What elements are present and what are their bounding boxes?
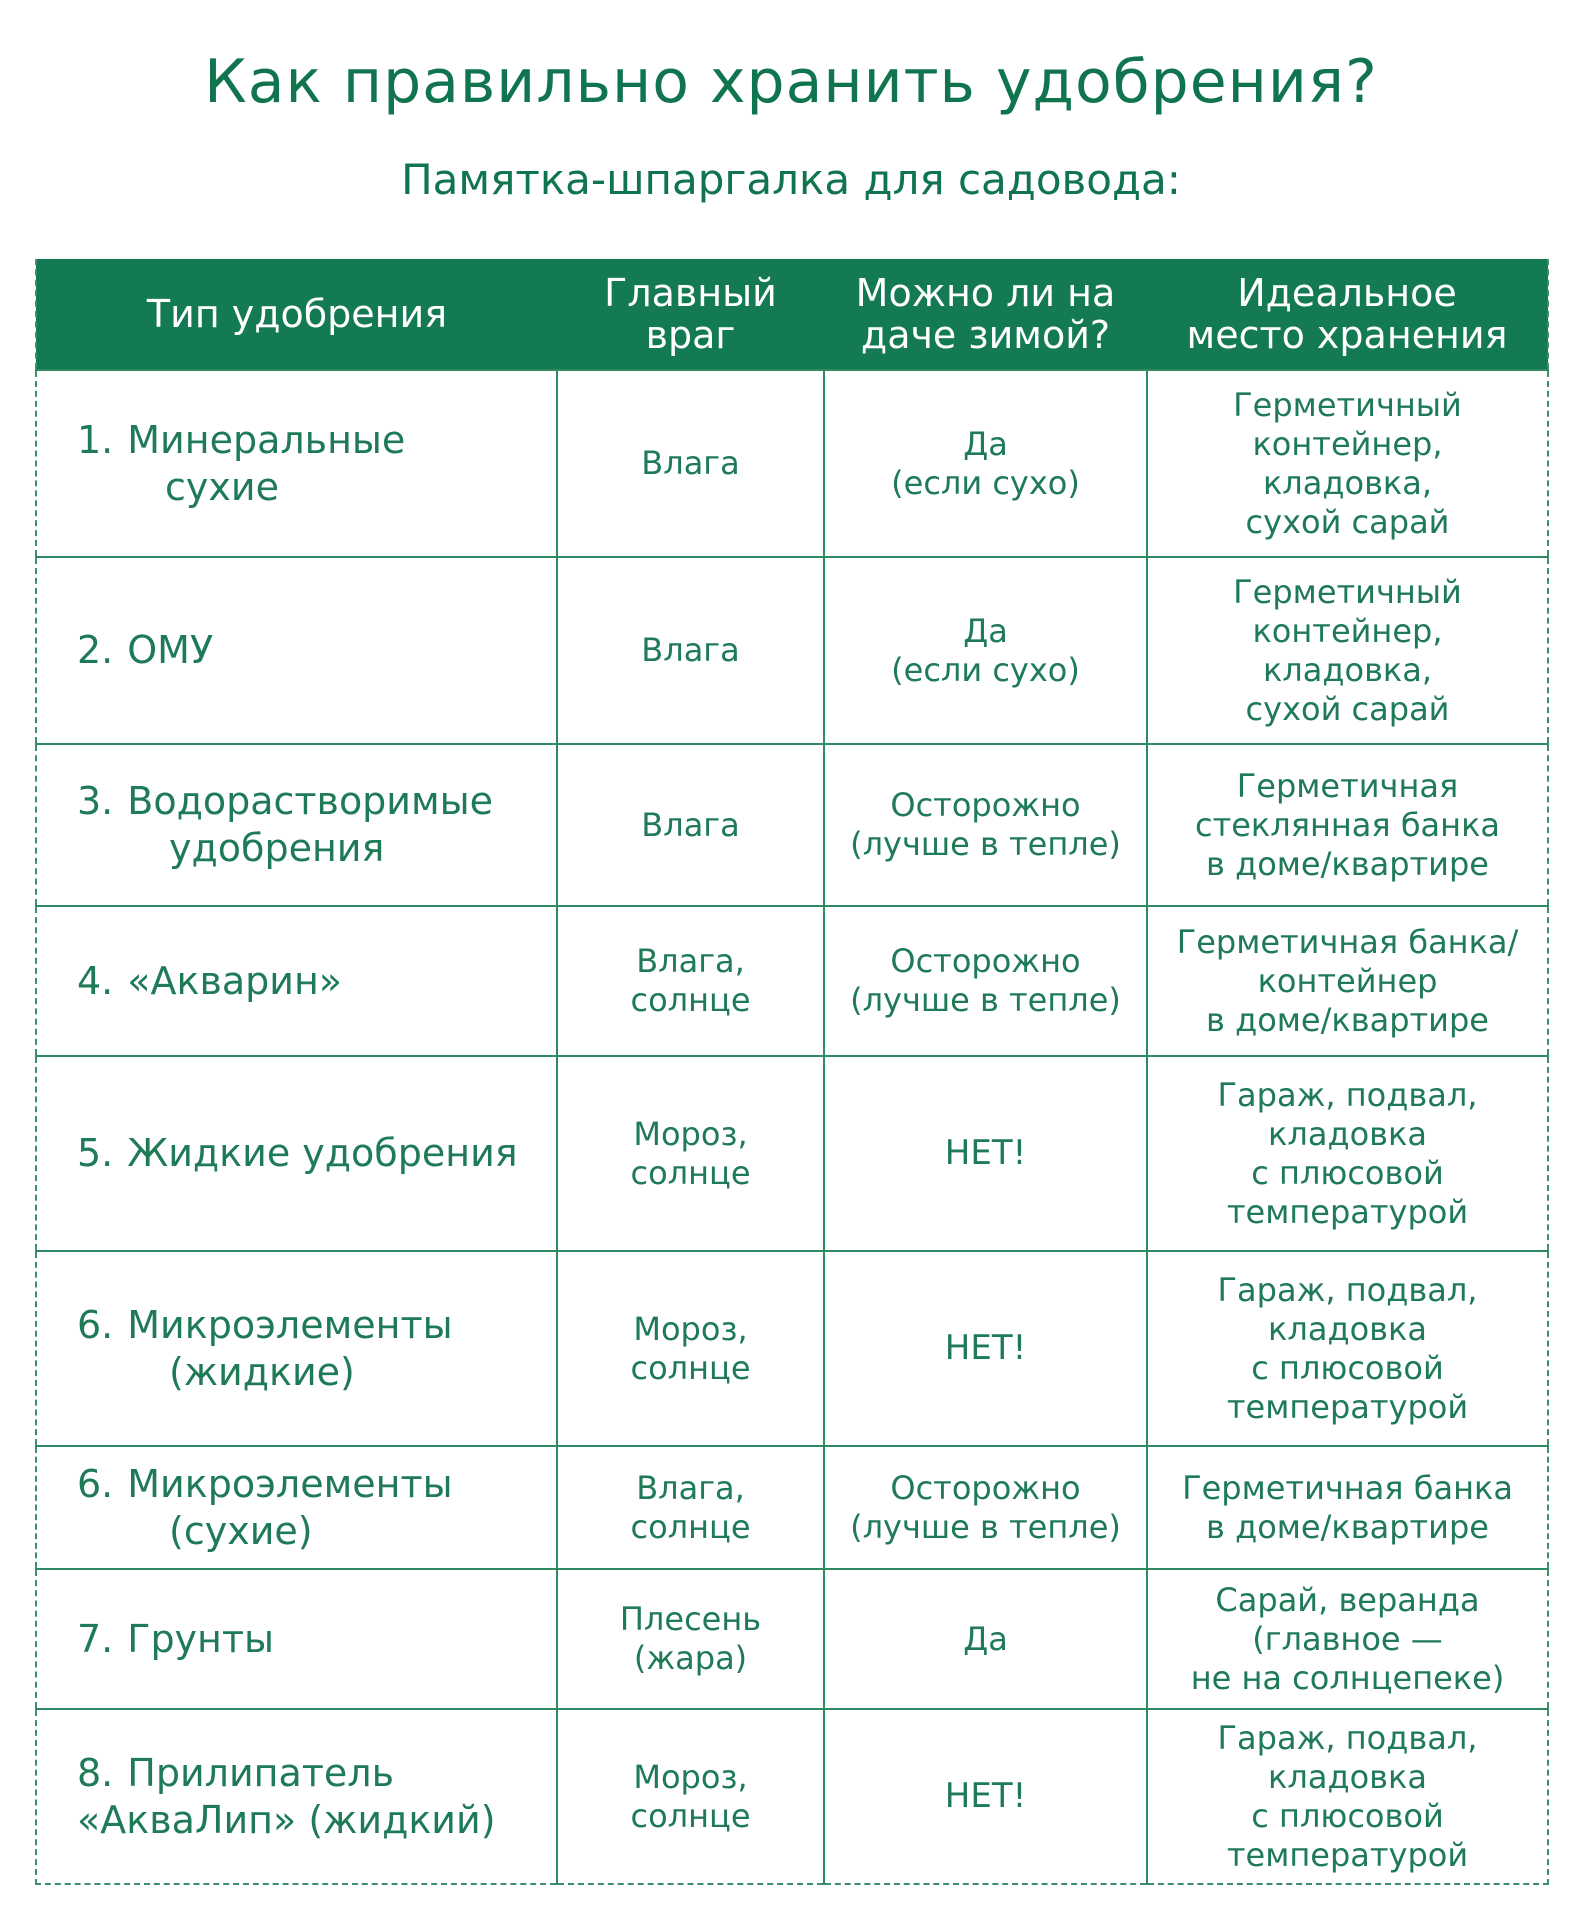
fertilizer-type-cell	[36, 1709, 557, 1884]
table-row	[36, 370, 1548, 557]
row-number: 2.	[77, 628, 114, 672]
storage-place-cell: Герметичная банка/ контейнер в доме/квартире	[1147, 906, 1548, 1056]
main-enemy-cell: Влага, солнце	[557, 906, 824, 1056]
table-header	[36, 259, 1548, 370]
fertilizer-name-continued: (сухие)	[169, 1508, 313, 1553]
storage-place-cell: Герметичная банка в доме/квартире	[1147, 1446, 1548, 1569]
fertilizer-name: Водорастворимые	[127, 779, 494, 823]
winter-storage-cell: Осторожно (лучше в тепле)	[824, 906, 1147, 1056]
winter-storage-cell: Осторожно (лучше в тепле)	[824, 744, 1147, 906]
header-winter: Можно ли на даче зимой?	[824, 259, 1147, 370]
fertilizer-type-cell	[36, 557, 557, 744]
storage-place-cell: Гараж, подвал, кладовка с плюсовой температурой	[1147, 1056, 1548, 1251]
fertilizer-name: «Акварин»	[127, 958, 343, 1003]
storage-place-cell: Герметичная стеклянная банка в доме/квартире	[1147, 744, 1548, 906]
main-enemy-cell: Плесень (жара)	[557, 1569, 824, 1709]
table-row	[36, 906, 1548, 1056]
page-subtitle: Памятка-шпаргалка для садовода:	[401, 155, 1181, 204]
storage-place-cell: Герметичный контейнер, кладовка, сухой сарай	[1147, 370, 1548, 557]
header-type: Тип удобрения	[36, 259, 557, 370]
storage-place-cell: Герметичный контейнер, кладовка, сухой сарай	[1147, 557, 1548, 744]
winter-storage-cell: НЕТ!	[824, 1709, 1147, 1884]
row-number: 4.	[77, 958, 114, 1003]
table-row	[36, 1056, 1548, 1251]
header-place: Идеальное место хранения	[1147, 259, 1548, 370]
header-enemy: Главный враг	[557, 259, 824, 370]
storage-place-cell: Гараж, подвал, кладовка с плюсовой температурой	[1147, 1709, 1548, 1884]
table-row	[36, 1569, 1548, 1709]
fertilizer-name-continued: удобрения	[169, 826, 385, 870]
fertilizer-type-cell	[36, 744, 557, 906]
storage-table	[35, 259, 1549, 1885]
page-title: Как правильно хранить удобрения?	[204, 47, 1378, 117]
table-row	[36, 744, 1548, 906]
main-enemy-cell: Влага	[557, 370, 824, 557]
winter-storage-cell: Осторожно (лучше в тепле)	[824, 1446, 1147, 1569]
fertilizer-name: Грунты	[127, 1616, 275, 1661]
winter-storage-cell: НЕТ!	[824, 1056, 1147, 1251]
fertilizer-type-cell	[36, 370, 557, 557]
table-row	[36, 1251, 1548, 1446]
row-number: 1.	[77, 417, 114, 462]
table-row	[36, 1446, 1548, 1569]
table-row	[36, 1709, 1548, 1884]
row-number: 7.	[77, 1616, 114, 1661]
fertilizer-name: Жидкие удобрения	[127, 1131, 518, 1175]
fertilizer-type-cell	[36, 1251, 557, 1446]
fertilizer-name-continued: «АкваЛип» (жидкий)	[77, 1797, 496, 1842]
storage-place-cell: Гараж, подвал, кладовка с плюсовой температурой	[1147, 1251, 1548, 1446]
fertilizer-name: Микроэлементы	[127, 1302, 453, 1347]
row-number: 6.	[77, 1461, 114, 1506]
winter-storage-cell: НЕТ!	[824, 1251, 1147, 1446]
winter-storage-cell: Да (если сухо)	[824, 370, 1147, 557]
fertilizer-name: ОМУ	[127, 628, 214, 672]
main-enemy-cell: Влага	[557, 557, 824, 744]
storage-place-cell: Сарай, веранда (главное — не на солнцепеке)	[1147, 1569, 1548, 1709]
row-number: 8.	[77, 1750, 114, 1795]
main-enemy-cell: Мороз, солнце	[557, 1709, 824, 1884]
fertilizer-name-continued: сухие	[165, 464, 279, 509]
fertilizer-name-continued: (жидкие)	[169, 1349, 355, 1394]
fertilizer-type-cell	[36, 1569, 557, 1709]
fertilizer-type-cell	[36, 1446, 557, 1569]
main-enemy-cell: Влага	[557, 744, 824, 906]
row-number: 6.	[77, 1302, 114, 1347]
main-enemy-cell: Влага, солнце	[557, 1446, 824, 1569]
main-enemy-cell: Мороз, солнце	[557, 1056, 824, 1251]
fertilizer-name: Минеральные	[127, 417, 406, 462]
fertilizer-name: Прилипатель	[127, 1750, 394, 1795]
fertilizer-type-cell	[36, 906, 557, 1056]
fertilizer-name: Микроэлементы	[127, 1461, 453, 1506]
fertilizer-type-cell	[36, 1056, 557, 1251]
winter-storage-cell: Да (если сухо)	[824, 557, 1147, 744]
table-row	[36, 557, 1548, 744]
row-number: 3.	[77, 779, 114, 823]
winter-storage-cell: Да	[824, 1569, 1147, 1709]
row-number: 5.	[77, 1131, 114, 1175]
main-enemy-cell: Мороз, солнце	[557, 1251, 824, 1446]
